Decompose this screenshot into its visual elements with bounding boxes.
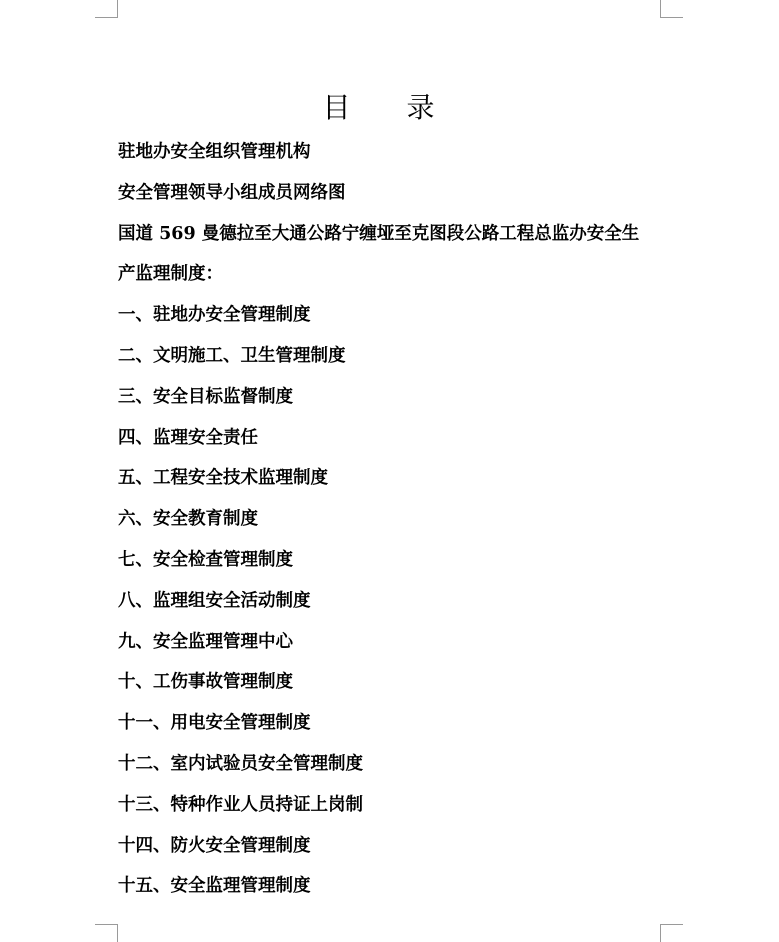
toc-line: 国道 569 曼德拉至大通公路宁缠垭至克图段公路工程总监办安全生 xyxy=(118,223,640,244)
crop-mark-top-left-h xyxy=(95,17,117,18)
toc-line: 二、文明施工、卫生管理制度 xyxy=(118,345,346,366)
toc-title-right: 录 xyxy=(406,91,435,124)
toc-line: 十三、特种作业人员持证上岗制 xyxy=(118,794,363,815)
toc-line: 四、监理安全责任 xyxy=(118,427,258,448)
toc-title-left: 目 xyxy=(322,91,351,124)
crop-mark-bottom-left-v xyxy=(117,924,118,942)
crop-mark-top-right-h xyxy=(661,17,683,18)
toc-line: 一、驻地办安全管理制度 xyxy=(118,305,311,326)
toc-line: 九、安全监理管理中心 xyxy=(118,631,293,652)
crop-mark-top-right-v xyxy=(660,0,661,18)
toc-line: 十、工伤事故管理制度 xyxy=(118,672,293,693)
toc-line: 十五、安全监理管理制度 xyxy=(118,876,311,897)
toc-title xyxy=(0,88,757,128)
toc-line: 驻地办安全组织管理机构 xyxy=(118,142,311,162)
crop-mark-top-left-v xyxy=(117,0,118,18)
toc-line: 十一、用电安全管理制度 xyxy=(118,713,311,734)
toc-line: 安全管理领导小组成员网络图 xyxy=(118,182,346,203)
toc-line: 十四、防火安全管理制度 xyxy=(118,835,311,856)
toc-line: 八、监理组安全活动制度 xyxy=(118,590,311,611)
toc-line: 十二、室内试验员安全管理制度 xyxy=(118,753,363,774)
crop-mark-bottom-right-v xyxy=(660,924,661,942)
toc-line: 三、安全目标监督制度 xyxy=(118,386,293,407)
table-of-contents xyxy=(118,142,678,917)
toc-line: 六、安全教育制度 xyxy=(118,509,258,530)
toc-line: 七、安全检查管理制度 xyxy=(118,549,293,570)
crop-mark-bottom-right-h xyxy=(661,924,683,925)
toc-line: 产监理制度： xyxy=(118,264,223,285)
crop-mark-bottom-left-h xyxy=(95,924,117,925)
toc-line: 五、工程安全技术监理制度 xyxy=(118,468,328,489)
